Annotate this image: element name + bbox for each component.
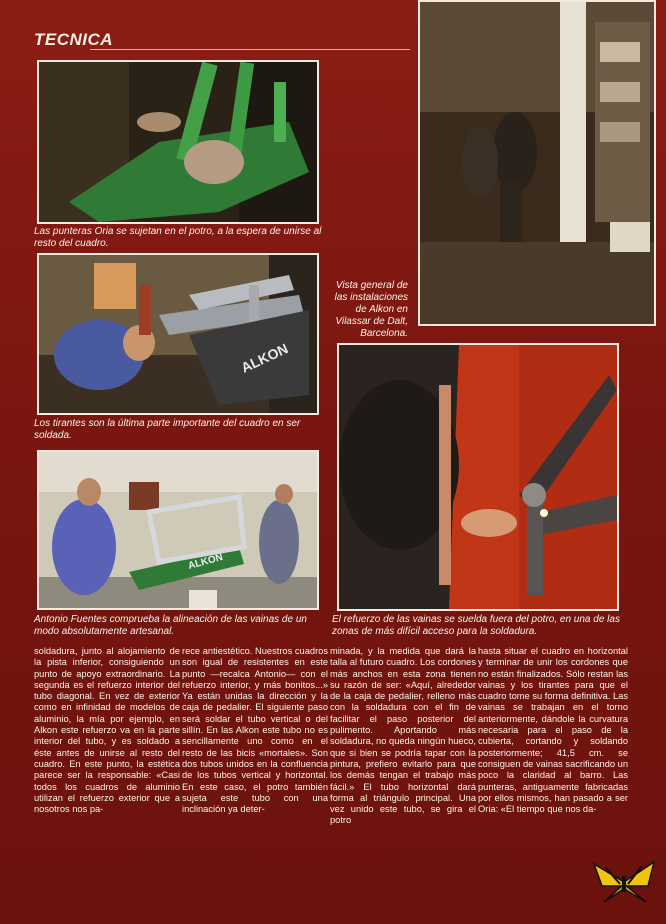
photo-alignment-check: [37, 450, 319, 610]
alkon-logo-photo3: ALKON: [238, 340, 291, 376]
header-rule: [90, 49, 410, 50]
caption-workshop: Vista general de las instalaciones de Alkon en Vilassar de Dalt, Barcelona.: [334, 280, 408, 339]
alkon-logo-photo5: ALKON: [186, 552, 225, 572]
caption-weld-closeup: El refuerzo de las vainas se suelda fuera del potro, en una de las zonas de más difícil acceso para la soldadura.: [332, 614, 620, 637]
photo-welding-stays: [37, 253, 319, 415]
body-column-3: minada, y la medida que dará la talla al futuro cuadro. Los cordones más anchos en esta zona tienen su razón de ser: «Aquí, alrededor de la caja de pedalier, relleno más con la soldadura con el fin de facilitar el paso posterior del pulimento. Aportando más soldadura, no queda ningún hueco, que si bien se podría tapar con la pintura, prefiero evitarlo para que los demás tengan el trabajo más fácil.» El tubo horizontal dará forma al triángulo principal. Una vez unido este tubo, se gira el potro: [330, 646, 476, 826]
caption-dropouts: Las punteras Oria se sujetan en el potro, a la espera de unirse al resto del cuadro.: [34, 226, 322, 249]
photo-dropouts-jig: [37, 60, 319, 224]
section-header: TECNICA: [34, 30, 114, 49]
caption-stays: Los tirantes son la última parte importante del cuadro en ser soldada.: [34, 418, 301, 441]
photo-weld-closeup: [337, 343, 619, 611]
photo-workshop-overview: [418, 0, 656, 326]
caption-alignment: Antonio Fuentes comprueba la alineación de las vainas de un modo absolutamente artesanal.: [34, 614, 307, 637]
butterfly-icon: [592, 858, 656, 906]
body-column-2: rece antiestético. Nuestros cuadros son igual de resistentes en este punto —recalca Antonio— con el refuerzo interior, y más bonitos...» Ya están unidas la dirección y la caja de pedalier. El siguiente paso será soldar el tubo vertical o del sillín. En las Alkon este tubo no es sencillamente uno como en el resto de las bicis «mortales». Son dos tubos unidos en la confluencia de los tubos vertical y horizontal. En este caso, el potro también sujeta este tubo con una inclinación ya deter-: [182, 646, 328, 815]
body-column-1: soldadura, junto al alojamiento de la pista inferior, consiguiendo un punto de apoyo extraordinario. La segunda es el refuerzo interior del tubo diagonal. En vez de exterior como en infinidad de modelos de aluminio, la mía por ejemplo, en Alkon este refuerzo va en la parte interior del tubo, y es soldado a éste antes de unirse al resto del cuadro. En este punto, la estética parece ser la responsable: «Casi todos los cuadros de aluminio utilizan el refuerzo exterior que a nosotros nos pa-: [34, 646, 180, 815]
body-column-4: hasta situar el cuadro en horizontal y terminar de unir los cordones que no están finalizados. Sólo restan las vainas y los tirantes para que el cuadro tome su forma definitiva. Las vainas se trabajan en el torno anteriormente, dándole la curvatura necesaria para el paso de la cubierta, cortando y soldando posteriormente; 41,5 cm. se consiguen de vainas sacrificando un poco la claridad al barro. Las punteras, antiguamente fabricadas por ellos mismos, han pasado a ser Oria: «El tiempo que nos da-: [478, 646, 628, 815]
